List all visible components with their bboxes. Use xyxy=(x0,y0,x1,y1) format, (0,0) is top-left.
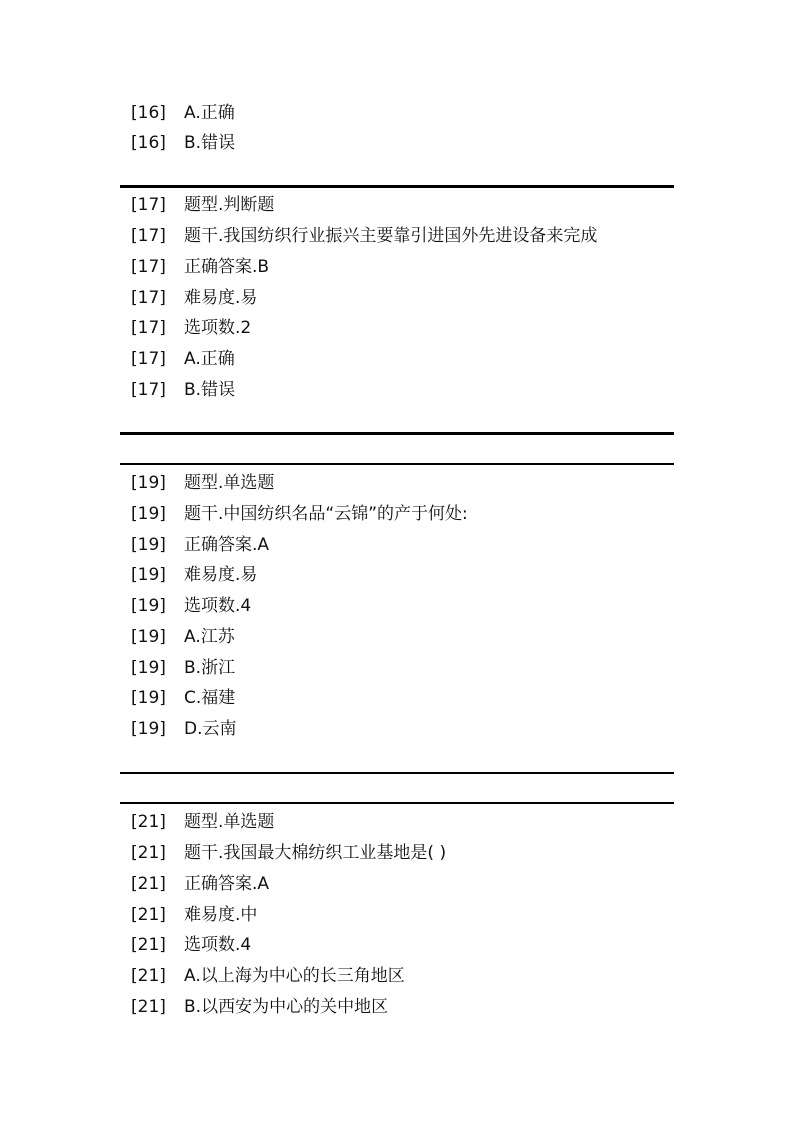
line-text: 选项数.2 xyxy=(184,318,252,338)
question-number: [19] xyxy=(131,535,166,555)
document-line xyxy=(131,686,235,710)
line-text: 难易度.易 xyxy=(184,565,258,585)
question-number: [19] xyxy=(131,658,166,678)
line-text: A.以上海为中心的长三角地区 xyxy=(184,966,405,986)
section-divider xyxy=(120,185,674,188)
document-line xyxy=(131,841,446,865)
line-text: 题型.单选题 xyxy=(184,473,275,493)
line-text: B.以西安为中心的关中地区 xyxy=(184,997,389,1017)
document-line xyxy=(131,101,235,125)
question-number: [17] xyxy=(131,195,166,215)
line-text: 题型.判断题 xyxy=(184,195,275,215)
document-line xyxy=(131,810,274,834)
document-line xyxy=(131,316,251,340)
document-line xyxy=(131,717,237,741)
question-number: [19] xyxy=(131,596,166,616)
section-divider xyxy=(120,772,674,774)
question-number: [21] xyxy=(131,843,166,863)
line-text: 题干.我国纺织行业振兴主要靠引进国外先进设备来完成 xyxy=(184,226,598,246)
line-text: A.正确 xyxy=(184,103,235,123)
question-number: [19] xyxy=(131,627,166,647)
document-line xyxy=(131,656,235,680)
line-text: 难易度.中 xyxy=(184,905,258,925)
document-line xyxy=(131,193,274,217)
line-text: 正确答案.B xyxy=(184,257,270,277)
document-line xyxy=(131,625,235,649)
question-number: [19] xyxy=(131,504,166,524)
line-text: 难易度.易 xyxy=(184,288,258,308)
document-line xyxy=(131,378,235,402)
line-text: B.错误 xyxy=(184,380,236,400)
question-number: [17] xyxy=(131,318,166,338)
document-line xyxy=(131,255,269,279)
line-text: B.错误 xyxy=(184,133,236,153)
question-number: [16] xyxy=(131,133,166,153)
document-line xyxy=(131,502,468,526)
document-line xyxy=(131,964,405,988)
question-number: [19] xyxy=(131,473,166,493)
document-line xyxy=(131,347,235,371)
line-text: 题干.中国纺织名品“云锦”的产于何处: xyxy=(184,504,468,524)
line-text: C.福建 xyxy=(184,688,236,708)
document-line xyxy=(131,131,235,155)
line-text: 选项数.4 xyxy=(184,935,252,955)
line-text: 正确答案.A xyxy=(184,535,270,555)
line-text: A.江苏 xyxy=(184,627,235,647)
question-number: [17] xyxy=(131,349,166,369)
question-number: [21] xyxy=(131,997,166,1017)
question-number: [17] xyxy=(131,380,166,400)
question-number: [21] xyxy=(131,874,166,894)
document-line xyxy=(131,533,269,557)
question-number: [17] xyxy=(131,257,166,277)
question-number: [21] xyxy=(131,905,166,925)
line-text: A.正确 xyxy=(184,349,235,369)
line-text: B.浙江 xyxy=(184,658,236,678)
question-number: [17] xyxy=(131,226,166,246)
line-text: 正确答案.A xyxy=(184,874,270,894)
line-text: 选项数.4 xyxy=(184,596,252,616)
section-divider xyxy=(120,802,674,804)
question-number: [19] xyxy=(131,719,166,739)
document-line xyxy=(131,872,269,896)
document-line xyxy=(131,471,274,495)
document-line xyxy=(131,995,388,1019)
line-text: D.云南 xyxy=(184,719,237,739)
question-number: [21] xyxy=(131,935,166,955)
section-divider xyxy=(120,432,674,435)
document-line xyxy=(131,903,257,927)
document-line xyxy=(131,286,257,310)
line-text: 题干.我国最大棉纺织工业基地是( ) xyxy=(184,843,447,863)
question-number: [21] xyxy=(131,812,166,832)
document-line xyxy=(131,224,597,248)
document-line xyxy=(131,594,251,618)
question-number: [16] xyxy=(131,103,166,123)
question-number: [21] xyxy=(131,966,166,986)
question-number: [17] xyxy=(131,288,166,308)
question-number: [19] xyxy=(131,688,166,708)
question-number: [19] xyxy=(131,565,166,585)
document-line xyxy=(131,933,251,957)
line-text: 题型.单选题 xyxy=(184,812,275,832)
document-line xyxy=(131,563,257,587)
section-divider xyxy=(120,463,674,465)
